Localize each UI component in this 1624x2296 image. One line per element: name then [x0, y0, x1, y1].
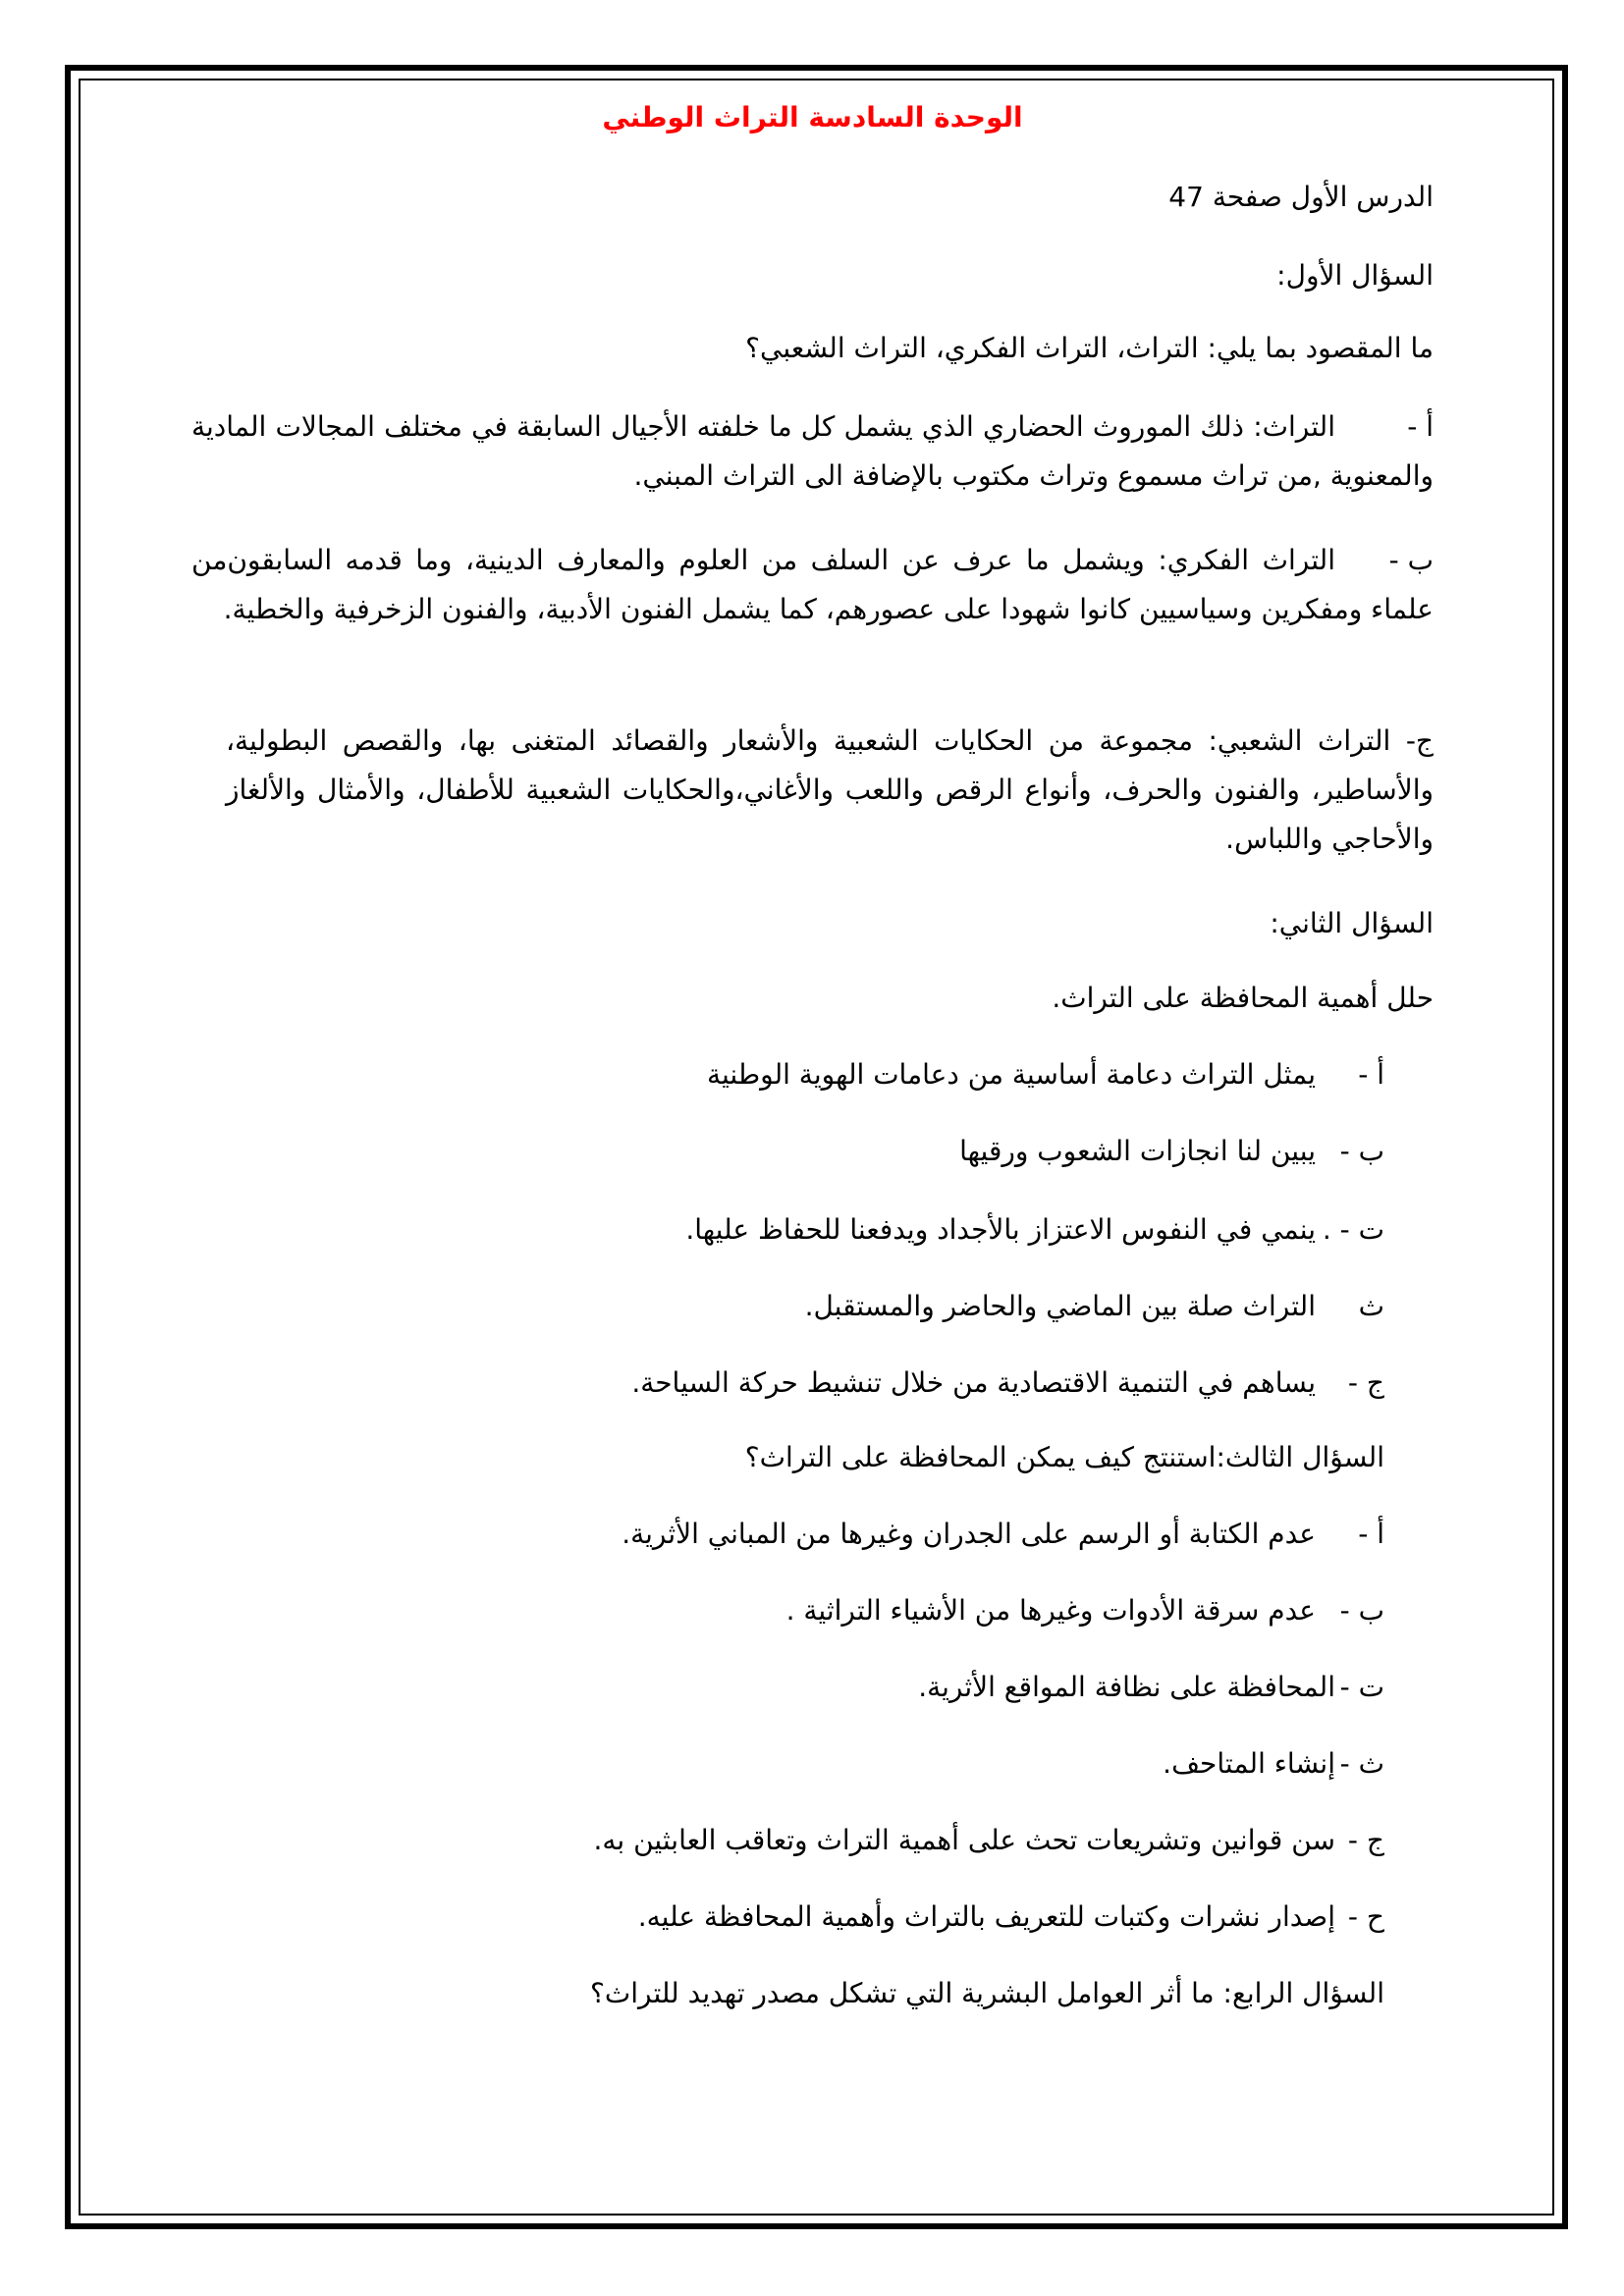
list-marker: أ - [1358, 1518, 1384, 1550]
q1-heading: السؤال الأول: [1276, 259, 1434, 292]
item-text: التراث صلة بين الماضي والحاضر والمستقبل. [804, 1290, 1316, 1322]
list-marker: ب - [1388, 544, 1434, 576]
q2-item-e [191, 1361, 1384, 1406]
q1-answer-c [226, 717, 1434, 864]
q3-item-f [191, 1895, 1384, 1940]
item-text: يساهم في التنمية الاقتصادية من خلال تنشيط حركة السياحة. [631, 1366, 1316, 1399]
q3-item-c [191, 1665, 1384, 1710]
item-text: عدم الكتابة أو الرسم على الجدران وغيرها من المباني الأثرية. [622, 1518, 1316, 1550]
list-marker: ب - [1339, 1135, 1384, 1167]
item-text: إنشاء المتاحف. [1163, 1747, 1335, 1780]
item-text: المحافظة على نظافة المواقع الأثرية. [918, 1671, 1335, 1703]
q2-question: حلل أهمية المحافظة على التراث. [1052, 982, 1434, 1014]
answer-text: التراث: ذلك الموروث الحضاري الذي يشمل كل ما خلفته الأجيال السابقة في مختلف المجالات المادية والمعنوية ,من تراث مسموع وتراث مكتوب بالإضافة الى التراث المبني. [191, 410, 1434, 492]
list-marker: ج - [1347, 1824, 1384, 1856]
list-marker: أ - [1358, 1058, 1384, 1091]
q1-question: ما المقصود بما يلي: التراث، التراث الفكري، التراث الشعبي؟ [745, 332, 1434, 364]
q3-item-d [191, 1741, 1384, 1787]
list-marker: ت - [1339, 1671, 1384, 1703]
q1-answer-b [191, 536, 1434, 634]
list-marker: ب - [1339, 1594, 1384, 1627]
answer-text: ج- التراث الشعبي: مجموعة من الحكايات الشعبية والأشعار والقصائد المتغنى بها، والقصص البطولية، والأساطير، والفنون والحرف، وأنواع الرقص واللعب والأغاني،والحكايات الشعبية للأطفال، والأمثال والألغاز والأحاجي واللباس. [226, 724, 1434, 855]
answer-text: التراث الفكري: ويشمل ما عرف عن السلف من العلوم والمعارف الدينية، وما قدمه السابقون‌من علماء ومفكرين وسياسيين كانوا شهودا على عصورهم، كما يشمل الفنون الأدبية، والفنون الزخرفية والخطية. [191, 544, 1434, 625]
list-marker: ث - [1339, 1747, 1384, 1780]
item-text: عدم سرقة الأدوات وغيرها من الأشياء التراثية . [785, 1594, 1316, 1627]
q2-item-d [191, 1284, 1384, 1329]
q3-item-b [191, 1588, 1384, 1633]
q3-heading: السؤال الثالث:استنتج كيف يمكن المحافظة على التراث؟ [744, 1441, 1384, 1473]
lesson-heading: الدرس الأول صفحة 47 [1168, 181, 1434, 213]
q3-item-a [191, 1512, 1384, 1557]
list-marker: ث [1358, 1290, 1384, 1322]
q2-heading: السؤال الثاني: [1270, 907, 1434, 939]
item-text: إصدار نشرات وكتبات للتعريف بالتراث وأهمية المحافظة عليه. [637, 1900, 1335, 1933]
q1-answer-a [191, 402, 1434, 501]
item-text: سن قوانين وتشريعات تحث على أهمية التراث وتعاقب العابثين به. [593, 1824, 1335, 1856]
unit-title: الوحدة السادسة التراث الوطني [602, 101, 1023, 133]
item-text: ينمي في النفوس الاعتزاز بالأجداد ويدفعنا للحفاظ عليها. [685, 1213, 1316, 1246]
q2-item-c [191, 1207, 1384, 1253]
list-marker: ت - . [1322, 1213, 1384, 1246]
item-text: يمثل التراث دعامة أساسية من دعامات الهوية الوطنية [706, 1058, 1316, 1091]
q2-item-a [191, 1052, 1384, 1097]
list-marker: أ - [1407, 410, 1434, 443]
item-text: يبين لنا انجازات الشعوب ورقيها [959, 1135, 1316, 1167]
q3-item-e [191, 1818, 1384, 1863]
list-marker: ح - [1347, 1900, 1384, 1933]
list-marker: ج - [1347, 1366, 1384, 1399]
q2-item-b [191, 1129, 1384, 1174]
q4-heading: السؤال الرابع: ما أثر العوامل البشرية التي تشكل مصدر تهديد للتراث؟ [590, 1977, 1384, 2009]
